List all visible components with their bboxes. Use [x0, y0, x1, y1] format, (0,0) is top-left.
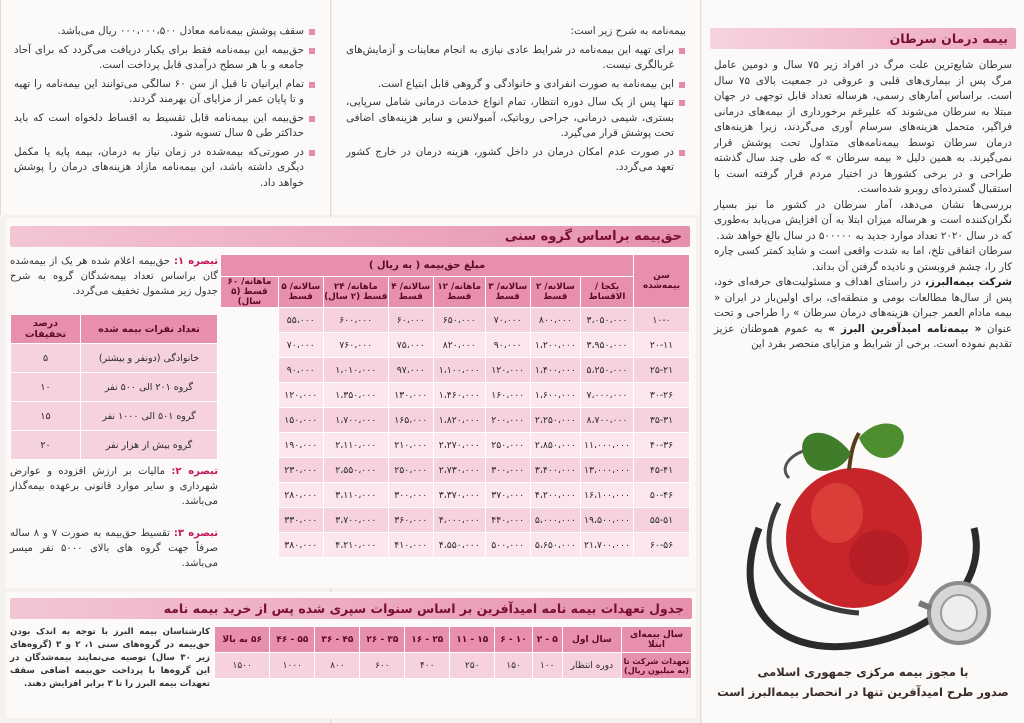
premium-cell: ۲،۸۵۰،۰۰۰: [530, 433, 580, 458]
premium-cell: ۵،۲۵۰،۰۰۰: [581, 358, 634, 383]
column-header: سالانه/ ۴ قسط: [388, 277, 433, 308]
premium-cell: ۶۰۰،۰۰۰: [323, 308, 388, 333]
list-item: تمام ایرانیان تا قبل از سن ۶۰ سالگی می‌توانند این بیمه‌نامه را تهیه و تا پایان عمر از مزایای آن بهرمند گردند.: [14, 77, 316, 108]
premium-cell: ۵،۰۰۰،۰۰۰: [530, 508, 580, 533]
premium-cell: ۶۰،۰۰۰: [388, 308, 433, 333]
row-header: سال بیمه‌ای ابتلا: [622, 627, 692, 653]
license-line-1: با مجوز بیمه مرکزی جمهوری اسلامی: [757, 665, 969, 679]
amount-header: مبلغ حق‌بیمه ( به ریال ): [221, 255, 634, 277]
license-footer: [712, 662, 1014, 702]
column-header: ماهانه/ ۶۰ قسط (۵ سال): [221, 277, 279, 308]
premium-cell: ۱۱،۰۰۰،۰۰۰: [581, 433, 634, 458]
discount-cell: ۲۰: [11, 431, 81, 460]
premium-cell: ۵،۶۵۰،۰۰۰: [530, 533, 580, 558]
conditions-list: [14, 24, 316, 194]
paragraph: سرطان اتفاقی تلخ، اما به شدت واقعی است و شاید کمتر کسی چاره کار را، چشم فروبستن و نادیده گرفتن آن بداند.: [714, 245, 1012, 273]
company-text: در راستای اهداف و مسئولیت‌های حرفه‌ای خود، پس از سال‌ها مطالعات بومی و منطقه‌ای، برای اولین‌بار در ایران « بیمه مادام العمر جبران هزینه‌های درمان سرطان » را طراحی و تحت عنوان: [714, 276, 1013, 335]
premium-title: حق‌بیمه براساس گروه سنی: [10, 226, 690, 247]
product-name: « بیمه‌نامه امیدآفرین البرز »: [828, 322, 982, 335]
company-name: شرکت بیمه‌البرز،: [925, 276, 1012, 288]
note-label: تبصره ۳:: [173, 528, 219, 539]
list-item: در صورتی‌که بیمه‌شده در زمان نیاز به درمان، بیمه پایه یا مکمل دیگری داشته باشد، این بیمه‌نامه مازاد هزینه‌های درمان را پوشش خواهد داد.: [14, 145, 316, 192]
premium-cell: ۱۲۰،۰۰۰: [278, 383, 323, 408]
premium-cell: ۱،۴۰۰،۰۰۰: [530, 358, 580, 383]
premium-cell: ۲۳۰،۰۰۰: [278, 458, 323, 483]
premium-cell: ۴،۰۰۰،۰۰۰: [433, 508, 485, 533]
premium-cell: ۳۳۰،۰۰۰: [278, 508, 323, 533]
premium-cell: ۴،۲۰۰،۰۰۰: [530, 483, 580, 508]
year-range-cell: ۱۵ - ۱۱: [450, 627, 495, 653]
list-item: برای تهیه این بیمه‌نامه در شرایط عادی نیازی به انجام معاینات و آزمایش‌های غربالگری نیست.: [346, 43, 686, 74]
premium-cell: ۳۶۰،۰۰۰: [388, 508, 433, 533]
premium-cell: ۲،۲۵۰،۰۰۰: [530, 408, 580, 433]
premium-cell: ۱،۴۶۰،۰۰۰: [433, 383, 485, 408]
premium-table: [220, 254, 690, 558]
premium-cell: ۱،۶۰۰،۰۰۰: [530, 383, 580, 408]
premium-cell: ۳۸۰،۰۰۰: [278, 533, 323, 558]
apple-stethoscope-image: [719, 408, 1005, 653]
premium-cell: ۴،۵۵۰،۰۰۰: [433, 533, 485, 558]
company-paragraph: [714, 275, 1012, 353]
column-header: سالانه/ ۵ قسط: [278, 277, 323, 308]
premium-cell: ۳۰۰،۰۰۰: [485, 458, 530, 483]
premium-cell: ۲،۲۷۰،۰۰۰: [433, 433, 485, 458]
premium-cell: ۱۶۰،۰۰۰: [485, 383, 530, 408]
column-header: ماهانه/ ۲۴ قسط (۲ سال): [323, 277, 388, 308]
year-range-cell: ۱۰ - ۶: [495, 627, 532, 653]
age-cell: ۵۰-۴۶: [634, 483, 690, 508]
premium-cell: ۷۵،۰۰۰: [388, 333, 433, 358]
discount-cell: ۱۰: [11, 373, 81, 402]
table-row: [221, 333, 690, 358]
paragraph: بررسی‌ها نشان می‌دهد، آمار سرطان در کشور ما نیز بسیار نگران‌کننده است و هرساله میزان ابتلا به آن افزایش می‌یابد به‌طوری که در سال ۲۰۲۰ تعداد موارد جدید به ۵۰۰۰۰۰ در سال بالغ خواهد شد.: [714, 198, 1012, 242]
age-cell: ۵۵-۵۱: [634, 508, 690, 533]
group-cell: خانوادگی (دونفر و بیشتر): [81, 344, 218, 373]
age-cell: ۳۰-۲۶: [634, 383, 690, 408]
premium-cell: ۸۰۰،۰۰۰: [530, 308, 580, 333]
list-item: حق‌بیمه این بیمه‌نامه قابل تقسیط به اقساط دلخواه است که باید حداکثر طی ۵ سال تسویه شود.: [14, 111, 316, 142]
premium-cell: ۱،۲۰۰،۰۰۰: [530, 333, 580, 358]
list-item: در صورت عدم امکان درمان در داخل کشور، هزینه درمان در خارج کشور تعهد می‌گردد.: [346, 145, 686, 176]
column-header: سالانه/ ۲ قسط: [530, 277, 580, 308]
intro-text: [714, 58, 1012, 353]
premium-cell: ۶۵۰،۰۰۰: [433, 308, 485, 333]
table-row: [221, 308, 690, 333]
table-row: [221, 383, 690, 408]
premium-cell: ۴۱۰،۰۰۰: [388, 533, 433, 558]
premium-cell: ۳،۴۰۰،۰۰۰: [530, 458, 580, 483]
premium-cell: ۵۵،۰۰۰: [278, 308, 323, 333]
note-3: [10, 526, 218, 571]
commitment-value-cell: دوره انتظار: [562, 653, 621, 679]
premium-cell: ۱۶،۱۰۰،۰۰۰: [581, 483, 634, 508]
year-range-cell: سال اول: [562, 627, 621, 653]
age-cell: ۲۰-۱۱: [634, 333, 690, 358]
premium-cell: ۱۳۰،۰۰۰: [388, 383, 433, 408]
year-range-cell: ۳۵ - ۲۶: [360, 627, 405, 653]
left-panel: [0, 0, 330, 215]
age-cell: ۳۵-۳۱: [634, 408, 690, 433]
commitment-value-cell: ۴۰۰: [405, 653, 450, 679]
commitment-value-cell: ۱۵۰: [495, 653, 532, 679]
table-row: [221, 358, 690, 383]
premium-cell: ۳۰۰،۰۰۰: [388, 483, 433, 508]
commitments-title: جدول تعهدات بیمه نامه امیدآفرین بر اساس سنوات سپری شده پس از خرید بیمه نامه: [10, 598, 692, 619]
column-header: سالانه/ ۳ قسط: [485, 277, 530, 308]
note-text: حق‌بیمه اعلام شده هر یک از بیمه‌شده گان براساس تعداد بیمه‌شدگان گروه به شرح جدول زیر مشمول تخفیف می‌گردد.: [10, 256, 218, 297]
group-cell: گروه ۲۰۱ الی ۵۰۰ نفر: [81, 373, 218, 402]
note-2: [10, 464, 218, 509]
discount-table: [10, 314, 218, 460]
benefits-list: [346, 24, 686, 179]
premium-cell: ۱۹،۵۰۰،۰۰۰: [581, 508, 634, 533]
year-range-cell: ۵۶ به بالا: [215, 627, 270, 653]
premium-cell: ۲۱،۷۰۰،۰۰۰: [581, 533, 634, 558]
list-item: تنها پس از یک سال دوره انتظار، تمام انواع خدمات درمانی شامل سرپایی، بستری، شیمی درمانی، جراحی روباتیک، آمبولانس و سایر هزینه‌های اضافی تحت پوشش قرار می‌گیرد.: [346, 95, 686, 142]
premium-cell: ۱۹۰،۰۰۰: [278, 433, 323, 458]
commitment-value-cell: ۱۰۰: [532, 653, 562, 679]
premium-cell: ۳،۱۱۰،۰۰۰: [323, 483, 388, 508]
table-row: [11, 373, 218, 402]
premium-cell: ۲۰۰،۰۰۰: [485, 408, 530, 433]
premium-cell: ۸۲۰،۰۰۰: [433, 333, 485, 358]
premium-cell: ۱،۱۰۰،۰۰۰: [433, 358, 485, 383]
commitment-value-cell: ۱۵۰۰: [215, 653, 270, 679]
table-row: [221, 483, 690, 508]
note-text: تقسیط حق‌بیمه به صورت ۷ و ۸ ساله صرفاً جهت گروه های بالای ۵۰۰۰ نفر میسر می‌باشد.: [10, 528, 218, 569]
commitment-value-cell: ۱۰۰۰: [270, 653, 315, 679]
note-label: تبصره ۱:: [173, 256, 219, 267]
premium-cell: ۹۷،۰۰۰: [388, 358, 433, 383]
premium-cell: ۱،۸۲۰،۰۰۰: [433, 408, 485, 433]
premium-cell: ۱،۳۵۰،۰۰۰: [323, 383, 388, 408]
premium-cell: ۳،۹۵۰،۰۰۰: [581, 333, 634, 358]
commitment-value-cell: ۸۰۰: [315, 653, 360, 679]
age-cell: ۶۰-۵۶: [634, 533, 690, 558]
premium-cell: ۵۰۰،۰۰۰: [485, 533, 530, 558]
commitments-section: [6, 592, 696, 718]
premium-cell: ۱۶۵،۰۰۰: [388, 408, 433, 433]
premium-cell: ۱۳،۰۰۰،۰۰۰: [581, 458, 634, 483]
commitments-table: [214, 626, 692, 679]
commitments-note: کارشناسان بیمه البرز با توجه به اندک بودن حق‌بیمه در گروه‌های سنی ۱، ۲ و ۳ (گروه‌های زیر ۳۰ سال) توصیه می‌نمایند بیمه‌شدگان در این گروه‌ها با پرداخت حق‌بیمه اضافی سقف تعهدات بیمه البرز را تا ۳ برابر افزایش دهند.: [10, 627, 211, 689]
list-item: این بیمه‌نامه به صورت انفرادی و خانوادگی و گروهی قابل ابتیاع است.: [346, 77, 686, 93]
right-panel: [700, 0, 1024, 723]
premium-cell: ۳،۰۵۰،۰۰۰: [581, 308, 634, 333]
premium-cell: ۷۶۰،۰۰۰: [323, 333, 388, 358]
premium-cell: ۳۷۰،۰۰۰: [485, 483, 530, 508]
premium-cell: ۲،۱۱۰،۰۰۰: [323, 433, 388, 458]
premium-cell: ۲۵۰،۰۰۰: [485, 433, 530, 458]
premium-cell: ۲۵۰،۰۰۰: [388, 458, 433, 483]
table-row: [11, 344, 218, 373]
premium-cell: ۲،۷۳۰،۰۰۰: [433, 458, 485, 483]
premium-section: [6, 218, 696, 588]
list-item: حق‌بیمه این بیمه‌نامه فقط برای یکبار دریافت می‌گردد که برای آحاد جامعه و با هر سطح درآمدی قابل پرداخت است.: [14, 43, 316, 74]
discount-cell: ۵: [11, 344, 81, 373]
premium-cell: ۷۰،۰۰۰: [278, 333, 323, 358]
age-cell: ۱۰-۰: [634, 308, 690, 333]
row-header: تعهدات شرکت تا (به میلیون ریال): [622, 653, 692, 679]
benefits-intro: بیمه‌نامه به شرح زیر است:: [570, 25, 686, 37]
premium-cell: ۷،۰۰۰،۰۰۰: [581, 383, 634, 408]
column-header: درصد تخفیفات: [11, 315, 81, 344]
premium-cell: ۷۰،۰۰۰: [485, 308, 530, 333]
premium-cell: ۱،۷۰۰،۰۰۰: [323, 408, 388, 433]
fold-line: [700, 0, 702, 723]
premium-cell: ۳،۷۰۰،۰۰۰: [323, 508, 388, 533]
license-line-2: صدور طرح امیدآفرین تنها در انحصار بیمه‌البرز است: [717, 685, 1009, 699]
group-cell: گروه ۵۰۱ الی ۱۰۰۰ نفر: [81, 402, 218, 431]
premium-cell: ۴۴۰،۰۰۰: [485, 508, 530, 533]
year-range-cell: ۵۵ - ۴۶: [270, 627, 315, 653]
section-title-cancer-insurance: بیمه درمان سرطان: [710, 28, 1016, 49]
paragraph: سرطان شایع‌ترین علت مرگ در افراد زیر ۷۵ سال و دومین عامل مرگ پس از بیماری‌های قلبی و عروقی در جمعیت بالای ۷۵ سال است. براساس آمارهای رسمی، هرساله تعداد قابل توجهی در جهان مبتلا به سرطان می‌شوند که علیرغم برخورداری از بیمه‌های درمانی فراگیر، متحمل هزینه‌های سرسام آوری می‌گردند، زیرا هزینه‌های درمان سرطان توسط بیمه‌نامه‌های متداول تحت پوشش قرار نمی‌گیرند. به همین دلیل « بیمه سرطان » که طی چند سال گذشته طراحی و در برخی کشورها در اختیار مردم قرار گرفته است با استقبال گسترده‌ای روبرو شده‌است.: [714, 59, 1012, 195]
table-row: [11, 402, 218, 431]
discount-cell: ۱۵: [11, 402, 81, 431]
column-header: یکجا / الاقساط: [581, 277, 634, 308]
list-item: سقف پوشش بیمه‌نامه معادل ۰۰۰،۰۰۰،۵۰۰ ریال می‌باشد.: [14, 24, 316, 40]
premium-cell: ۲،۵۵۰،۰۰۰: [323, 458, 388, 483]
column-header: تعداد نفرات بیمه شده: [81, 315, 218, 344]
year-range-cell: ۵ - ۲: [532, 627, 562, 653]
table-row: [221, 433, 690, 458]
table-row: [221, 408, 690, 433]
group-cell: گروه بیش از هزار نفر: [81, 431, 218, 460]
premium-cell: ۲۱۰،۰۰۰: [388, 433, 433, 458]
premium-cell: ۲۸۰،۰۰۰: [278, 483, 323, 508]
commitment-value-cell: ۶۰۰: [360, 653, 405, 679]
table-row: [221, 533, 690, 558]
premium-cell: ۱۵۰،۰۰۰: [278, 408, 323, 433]
age-cell: ۴۵-۴۱: [634, 458, 690, 483]
note-text: مالیات بر ارزش افزوده و عوارض شهرداری و سایر موارد قانونی برعهده بیمه‌گذار می‌باشد.: [10, 466, 218, 507]
column-header: سن بیمه‌شده: [634, 255, 690, 308]
year-range-cell: ۲۵ - ۱۶: [405, 627, 450, 653]
premium-cell: ۱،۰۱۰،۰۰۰: [323, 358, 388, 383]
middle-panel: [330, 0, 700, 215]
age-cell: ۲۵-۲۱: [634, 358, 690, 383]
table-row: [221, 508, 690, 533]
premium-cell: ۳،۳۷۰،۰۰۰: [433, 483, 485, 508]
commitment-value-cell: ۲۵۰: [450, 653, 495, 679]
premium-cell: ۸،۷۰۰،۰۰۰: [581, 408, 634, 433]
column-header: ماهانه/ ۱۲ قسط: [433, 277, 485, 308]
company-tail: به عموم هموطنان عزیز تقدیم نموده است. برخی از شرایط و مزایای منحصر بفرد این: [714, 322, 1012, 350]
note-1: [10, 254, 218, 299]
premium-cell: ۴،۲۱۰،۰۰۰: [323, 533, 388, 558]
note-label: تبصره ۲:: [171, 466, 219, 477]
age-cell: ۴۰-۳۶: [634, 433, 690, 458]
premium-cell: ۹۰،۰۰۰: [278, 358, 323, 383]
table-row: [221, 458, 690, 483]
year-range-cell: ۴۵ - ۳۶: [315, 627, 360, 653]
table-row: [11, 431, 218, 460]
premium-cell: ۱۲۰،۰۰۰: [485, 358, 530, 383]
premium-cell: ۹۰،۰۰۰: [485, 333, 530, 358]
